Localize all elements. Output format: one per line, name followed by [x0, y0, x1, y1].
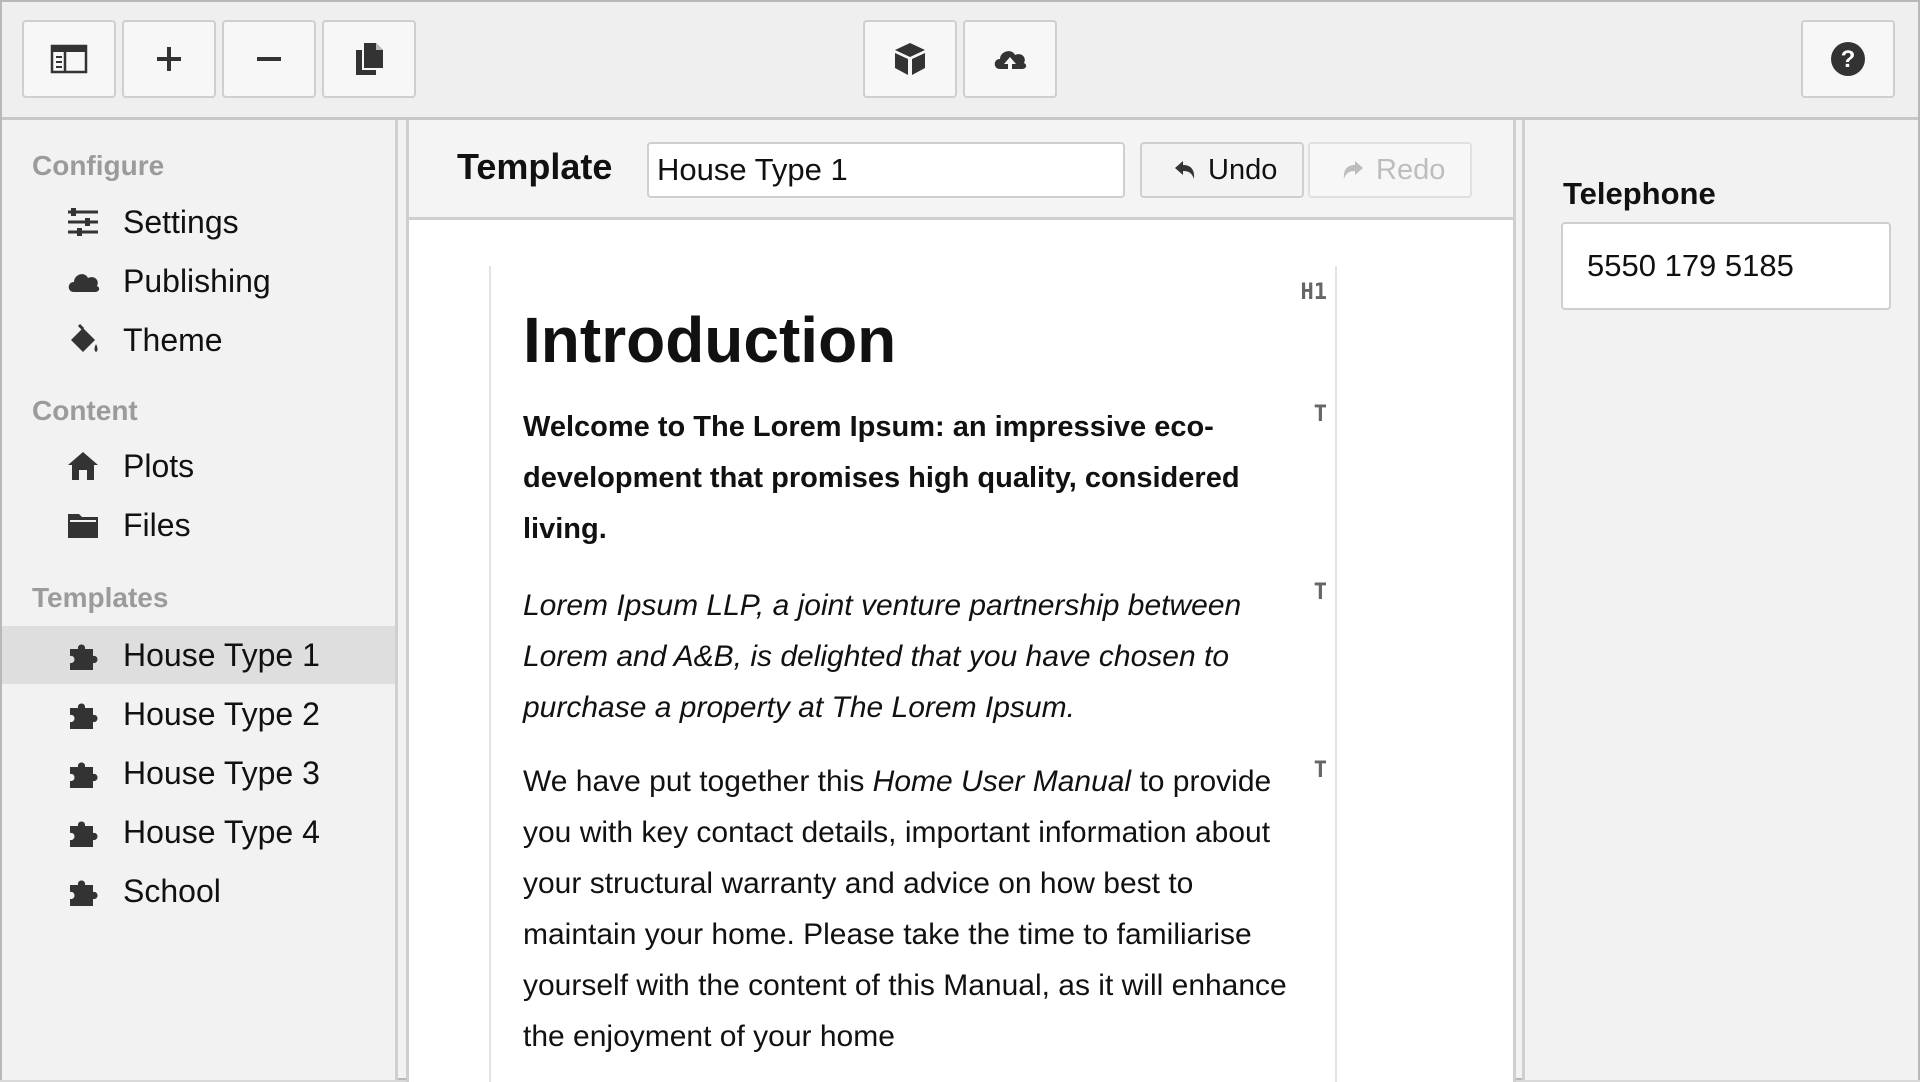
text-block-manual-intro[interactable] [523, 756, 1313, 1062]
section-heading-content: Content [32, 395, 138, 426]
editor-header [409, 120, 1513, 220]
sidebar-item-school[interactable] [2, 865, 395, 917]
help-button[interactable] [1801, 20, 1895, 98]
sidebar-item-label: House Type 1 [123, 636, 320, 673]
sidebar-item-publishing[interactable] [2, 255, 395, 307]
undo-label: Undo [1208, 153, 1278, 186]
undo-icon [1172, 157, 1198, 183]
home-icon [65, 448, 101, 484]
sidebar-item-house-type-1[interactable] [2, 626, 395, 684]
cloud-upload-icon [990, 39, 1030, 79]
sidebar-toggle-icon [49, 39, 89, 79]
help-icon [1828, 39, 1868, 79]
sidebar-item-house-type-4[interactable] [2, 806, 395, 858]
sidebar-item-label: Theme [123, 321, 223, 358]
block-type-text-badge: T [1313, 402, 1327, 427]
upload-button[interactable] [963, 20, 1057, 98]
telephone-label: Telephone [1563, 176, 1716, 211]
package-button[interactable] [863, 20, 957, 98]
sliders-icon [65, 204, 101, 240]
folder-icon [65, 507, 101, 543]
plus-icon [149, 39, 189, 79]
redo-icon [1340, 157, 1366, 183]
sidebar-item-house-type-3[interactable] [2, 747, 395, 799]
toggle-sidebar-button[interactable] [22, 20, 116, 98]
puzzle-icon [65, 814, 101, 850]
toolbar [2, 2, 1918, 120]
sidebar-item-label: School [123, 872, 221, 909]
template-name-input[interactable] [647, 142, 1125, 198]
properties-panel [1522, 120, 1918, 1080]
puzzle-icon [65, 755, 101, 791]
section-heading-configure: Configure [32, 150, 165, 181]
sidebar-item-label: Settings [123, 203, 239, 240]
intro-heading[interactable]: Introduction [523, 304, 897, 376]
text-run-emphasis: Home User Manual [872, 765, 1132, 798]
text-block-welcome[interactable]: Welcome to The Lorem Ipsum: an impressive eco-development that promises high quality, considered living. [523, 411, 1240, 545]
duplicate-button[interactable] [322, 20, 416, 98]
puzzle-icon [65, 637, 101, 673]
puzzle-icon [65, 873, 101, 909]
text-run: We have put together this [523, 765, 873, 798]
editor-panel [406, 120, 1516, 1082]
text-block-partnership[interactable]: Lorem Ipsum LLP, a joint venture partnership between Lorem and A&B, is delighted that you have chosen to purchase a property at The Lorem Ipsum. [523, 589, 1242, 724]
text-run: to provide you with key contact details, important information about your structural warranty and advice on how best to maintain your home. Please take the time to familiarise yourself with the content of this Manual, as it will enhance the enjoyment of your home [523, 765, 1287, 1053]
sidebar-item-plots[interactable] [2, 440, 395, 492]
sidebar-item-house-type-2[interactable] [2, 688, 395, 740]
cloud-icon [65, 263, 101, 299]
redo-button[interactable] [1308, 142, 1472, 198]
sidebar [2, 120, 398, 1080]
puzzle-icon [65, 696, 101, 732]
undo-button[interactable] [1140, 142, 1304, 198]
remove-button[interactable] [222, 20, 316, 98]
telephone-input[interactable] [1561, 222, 1891, 310]
sidebar-item-label: Plots [123, 447, 195, 484]
sidebar-item-theme[interactable] [2, 314, 395, 366]
svg-text:?: ? [1840, 46, 1856, 73]
sidebar-item-settings[interactable] [2, 196, 395, 248]
sidebar-item-label: House Type 4 [123, 813, 320, 850]
cube-icon [890, 39, 930, 79]
block-type-text-badge: T [1313, 580, 1327, 605]
minus-icon [249, 39, 289, 79]
sidebar-item-label: House Type 3 [123, 754, 320, 791]
sidebar-item-label: Publishing [123, 262, 271, 299]
document-canvas [489, 266, 1337, 1082]
paint-bucket-icon [65, 322, 101, 358]
block-type-h1-badge: H1 [1300, 280, 1327, 305]
sidebar-item-label: Files [123, 506, 191, 543]
template-label: Template [457, 146, 613, 187]
add-button[interactable] [122, 20, 216, 98]
copy-icon [349, 39, 389, 79]
sidebar-item-label: House Type 2 [123, 695, 320, 732]
sidebar-item-files[interactable] [2, 499, 395, 551]
redo-label: Redo [1376, 153, 1446, 186]
block-type-text-badge: T [1313, 758, 1327, 783]
section-heading-templates: Templates [32, 582, 169, 613]
